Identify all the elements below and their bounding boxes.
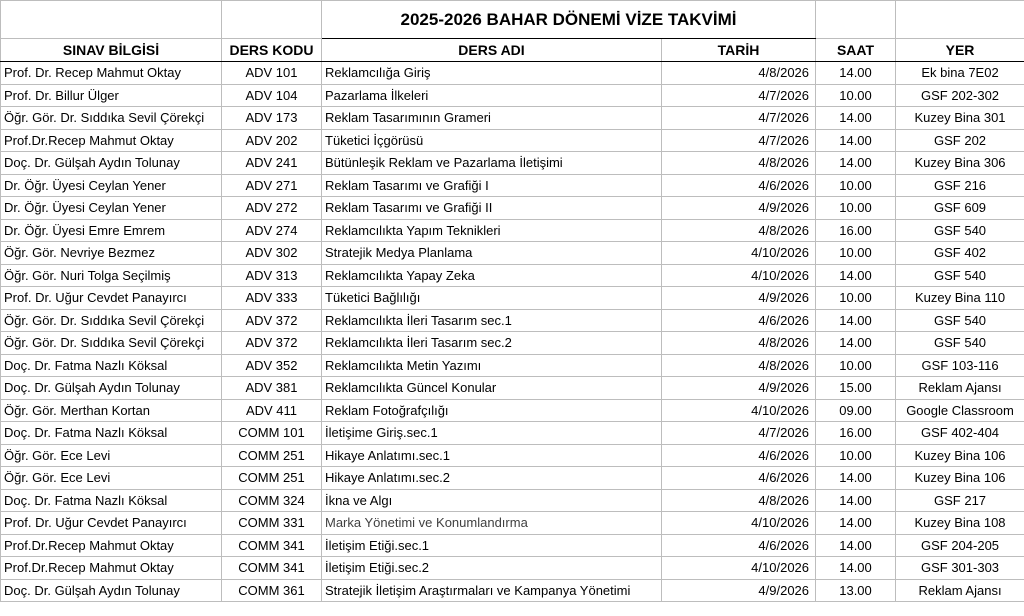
cell-location[interactable]: Kuzey Bina 301 — [896, 107, 1024, 130]
cell-location[interactable]: Kuzey Bina 110 — [896, 287, 1024, 310]
cell-course-name[interactable]: Reklam Tasarımı ve Grafiği II — [322, 197, 662, 220]
cell-date[interactable]: 4/8/2026 — [662, 354, 816, 377]
cell-date[interactable]: 4/9/2026 — [662, 377, 816, 400]
cell-time[interactable]: 14.00 — [816, 332, 896, 355]
cell-time[interactable]: 09.00 — [816, 399, 896, 422]
cell-time[interactable]: 15.00 — [816, 377, 896, 400]
cell-location[interactable]: GSF 402 — [896, 242, 1024, 265]
cell-time[interactable]: 16.00 — [816, 219, 896, 242]
cell-code[interactable]: ADV 104 — [222, 84, 322, 107]
cell-code[interactable]: ADV 271 — [222, 174, 322, 197]
cell-instructor[interactable]: Dr. Öğr. Üyesi Emre Emrem — [1, 219, 222, 242]
header-instructor[interactable]: SINAV BİLGİSİ — [1, 39, 222, 62]
table-row — [1, 62, 1024, 85]
table-row — [1, 399, 1024, 422]
header-code[interactable]: DERS KODU — [222, 39, 322, 62]
cell-instructor[interactable]: Öğr. Gör. Nevriye Bezmez — [1, 242, 222, 265]
cell-time[interactable]: 16.00 — [816, 422, 896, 445]
cell-instructor[interactable]: Öğr. Gör. Dr. Sıddıka Sevil Çörekçi — [1, 107, 222, 130]
cell-instructor[interactable]: Doç. Dr. Gülşah Aydın Tolunay — [1, 377, 222, 400]
table-row — [1, 129, 1024, 152]
cell-code[interactable]: COMM 251 — [222, 444, 322, 467]
table-row — [1, 534, 1024, 557]
cell-course-name[interactable]: Hikaye Anlatımı.sec.2 — [322, 467, 662, 490]
cell-location[interactable]: GSF 609 — [896, 197, 1024, 220]
cell-date[interactable]: 4/8/2026 — [662, 489, 816, 512]
cell-date[interactable]: 4/7/2026 — [662, 129, 816, 152]
page-title: 2025-2026 BAHAR DÖNEMİ VİZE TAKVİMİ — [322, 1, 816, 39]
cell-instructor[interactable]: Öğr. Gör. Dr. Sıddıka Sevil Çörekçi — [1, 309, 222, 332]
cell-location[interactable]: GSF 301-303 — [896, 557, 1024, 580]
cell-location[interactable]: GSF 202-302 — [896, 84, 1024, 107]
cell-instructor[interactable]: Öğr. Gör. Dr. Sıddıka Sevil Çörekçi — [1, 332, 222, 355]
cell-time[interactable]: 10.00 — [816, 84, 896, 107]
cell-time[interactable]: 14.00 — [816, 62, 896, 85]
cell-instructor[interactable]: Öğr. Gör. Merthan Kortan — [1, 399, 222, 422]
cell-course-name[interactable]: Reklamcılıkta Yapay Zeka — [322, 264, 662, 287]
cell-time[interactable]: 14.00 — [816, 107, 896, 130]
header-row — [1, 39, 1024, 62]
cell-location[interactable]: Kuzey Bina 106 — [896, 444, 1024, 467]
table-row — [1, 422, 1024, 445]
cell-instructor[interactable]: Doç. Dr. Fatma Nazlı Köksal — [1, 489, 222, 512]
cell-code[interactable]: ADV 313 — [222, 264, 322, 287]
cell-location[interactable]: GSF 540 — [896, 309, 1024, 332]
cell-instructor[interactable]: Prof. Dr. Billur Ülger — [1, 84, 222, 107]
cell-instructor[interactable]: Prof. Dr. Uğur Cevdet Panayırcı — [1, 287, 222, 310]
table-row — [1, 309, 1024, 332]
cell-date[interactable]: 4/8/2026 — [662, 332, 816, 355]
cell-course-name[interactable]: Hikaye Anlatımı.sec.1 — [322, 444, 662, 467]
header-time[interactable]: SAAT — [816, 39, 896, 62]
cell-course-name[interactable]: Stratejik Medya Planlama — [322, 242, 662, 265]
cell-location[interactable]: GSF 204-205 — [896, 534, 1024, 557]
cell-course-name[interactable]: İletişim Etiği.sec.2 — [322, 557, 662, 580]
table-row — [1, 354, 1024, 377]
cell-code[interactable]: ADV 302 — [222, 242, 322, 265]
cell-course-name[interactable]: Pazarlama İlkeleri — [322, 84, 662, 107]
cell-course-name[interactable]: Reklamcılığa Giriş — [322, 62, 662, 85]
cell-course-name[interactable]: Marka Yönetimi ve Konumlandırma — [322, 512, 662, 535]
cell-code[interactable]: ADV 372 — [222, 309, 322, 332]
cell-instructor[interactable]: Öğr. Gör. Ece Levi — [1, 444, 222, 467]
cell-course-name[interactable]: Tüketici Bağlılığı — [322, 287, 662, 310]
cell-instructor[interactable]: Öğr. Gör. Nuri Tolga Seçilmiş — [1, 264, 222, 287]
cell-instructor[interactable]: Dr. Öğr. Üyesi Ceylan Yener — [1, 197, 222, 220]
cell-time[interactable]: 14.00 — [816, 309, 896, 332]
cell-code[interactable]: ADV 241 — [222, 152, 322, 175]
cell-code[interactable]: ADV 272 — [222, 197, 322, 220]
cell-instructor[interactable]: Doç. Dr. Gülşah Aydın Tolunay — [1, 152, 222, 175]
cell-date[interactable]: 4/6/2026 — [662, 174, 816, 197]
cell-code[interactable]: ADV 381 — [222, 377, 322, 400]
cell-time[interactable]: 14.00 — [816, 264, 896, 287]
cell-date[interactable]: 4/6/2026 — [662, 309, 816, 332]
cell-date[interactable]: 4/10/2026 — [662, 557, 816, 580]
cell-code[interactable]: ADV 333 — [222, 287, 322, 310]
cell-instructor[interactable]: Öğr. Gör. Ece Levi — [1, 467, 222, 490]
table-row — [1, 332, 1024, 355]
cell-instructor[interactable]: Doç. Dr. Gülşah Aydın Tolunay — [1, 579, 222, 602]
cell-date[interactable]: 4/9/2026 — [662, 287, 816, 310]
cell-time[interactable]: 14.00 — [816, 489, 896, 512]
cell-location[interactable]: Ek bina 7E02 — [896, 62, 1024, 85]
cell-code[interactable]: ADV 274 — [222, 219, 322, 242]
table-row — [1, 557, 1024, 580]
cell-time[interactable]: 14.00 — [816, 557, 896, 580]
cell-code[interactable]: COMM 341 — [222, 534, 322, 557]
title-spacer-cell[interactable] — [1, 1, 222, 39]
table-row — [1, 107, 1024, 130]
cell-location[interactable]: Google Classroom — [896, 399, 1024, 422]
cell-date[interactable]: 4/6/2026 — [662, 534, 816, 557]
title-spacer-cell[interactable] — [816, 1, 896, 39]
cell-course-name[interactable]: İletişime Giriş.sec.1 — [322, 422, 662, 445]
cell-code[interactable]: ADV 411 — [222, 399, 322, 422]
cell-instructor[interactable]: Doç. Dr. Fatma Nazlı Köksal — [1, 354, 222, 377]
cell-time[interactable]: 14.00 — [816, 467, 896, 490]
cell-time[interactable]: 10.00 — [816, 242, 896, 265]
cell-instructor[interactable]: Doç. Dr. Fatma Nazlı Köksal — [1, 422, 222, 445]
table-row — [1, 174, 1024, 197]
table-row — [1, 152, 1024, 175]
cell-time[interactable]: 10.00 — [816, 354, 896, 377]
cell-course-name[interactable]: Reklamcılıkta Güncel Konular — [322, 377, 662, 400]
cell-code[interactable]: COMM 331 — [222, 512, 322, 535]
cell-time[interactable]: 10.00 — [816, 174, 896, 197]
cell-time[interactable]: 14.00 — [816, 129, 896, 152]
cell-course-name[interactable]: Reklamcılıkta İleri Tasarım sec.1 — [322, 309, 662, 332]
cell-date[interactable]: 4/9/2026 — [662, 197, 816, 220]
cell-time[interactable]: 14.00 — [816, 152, 896, 175]
header-date[interactable]: TARİH — [662, 39, 816, 62]
cell-location[interactable]: Kuzey Bina 306 — [896, 152, 1024, 175]
table-row — [1, 377, 1024, 400]
table-row — [1, 197, 1024, 220]
cell-date[interactable]: 4/10/2026 — [662, 399, 816, 422]
cell-date[interactable]: 4/9/2026 — [662, 579, 816, 602]
cell-course-name[interactable]: Tüketici İçgörüsü — [322, 129, 662, 152]
table-row — [1, 84, 1024, 107]
cell-date[interactable]: 4/10/2026 — [662, 264, 816, 287]
cell-code[interactable]: COMM 324 — [222, 489, 322, 512]
cell-instructor[interactable]: Prof. Dr. Recep Mahmut Oktay — [1, 62, 222, 85]
title-spacer-cell[interactable] — [896, 1, 1024, 39]
cell-instructor[interactable]: Prof.Dr.Recep Mahmut Oktay — [1, 534, 222, 557]
cell-date[interactable]: 4/7/2026 — [662, 84, 816, 107]
table-row — [1, 219, 1024, 242]
title-spacer-cell[interactable] — [222, 1, 322, 39]
cell-location[interactable]: GSF 103-116 — [896, 354, 1024, 377]
cell-location[interactable]: GSF 402-404 — [896, 422, 1024, 445]
table-row — [1, 287, 1024, 310]
cell-date[interactable]: 4/10/2026 — [662, 512, 816, 535]
cell-date[interactable]: 4/6/2026 — [662, 444, 816, 467]
cell-date[interactable]: 4/7/2026 — [662, 107, 816, 130]
cell-date[interactable]: 4/8/2026 — [662, 152, 816, 175]
cell-location[interactable]: GSF 216 — [896, 174, 1024, 197]
cell-location[interactable]: GSF 540 — [896, 219, 1024, 242]
cell-course-name[interactable]: Reklamcılıkta Metin Yazımı — [322, 354, 662, 377]
cell-location[interactable]: Kuzey Bina 106 — [896, 467, 1024, 490]
header-name[interactable]: DERS ADI — [322, 39, 662, 62]
cell-location[interactable]: Reklam Ajansı — [896, 377, 1024, 400]
table-row — [1, 264, 1024, 287]
cell-course-name[interactable]: Bütünleşik Reklam ve Pazarlama İletişimi — [322, 152, 662, 175]
table-row — [1, 512, 1024, 535]
cell-instructor[interactable]: Prof. Dr. Uğur Cevdet Panayırcı — [1, 512, 222, 535]
cell-code[interactable]: ADV 173 — [222, 107, 322, 130]
cell-date[interactable]: 4/7/2026 — [662, 422, 816, 445]
cell-course-name[interactable]: Reklam Tasarımı ve Grafiği I — [322, 174, 662, 197]
cell-course-name[interactable]: Reklam Fotoğrafçılığı — [322, 399, 662, 422]
cell-time[interactable]: 10.00 — [816, 444, 896, 467]
table-row — [1, 467, 1024, 490]
cell-course-name[interactable]: İletişim Etiği.sec.1 — [322, 534, 662, 557]
cell-location[interactable]: Kuzey Bina 108 — [896, 512, 1024, 535]
cell-code[interactable]: COMM 341 — [222, 557, 322, 580]
cell-time[interactable]: 10.00 — [816, 197, 896, 220]
cell-code[interactable]: COMM 101 — [222, 422, 322, 445]
cell-date[interactable]: 4/8/2026 — [662, 62, 816, 85]
cell-location[interactable]: GSF 202 — [896, 129, 1024, 152]
table-row — [1, 579, 1024, 602]
header-location[interactable]: YER — [896, 39, 1024, 62]
cell-code[interactable]: COMM 361 — [222, 579, 322, 602]
cell-course-name[interactable]: Reklam Tasarımının Grameri — [322, 107, 662, 130]
cell-date[interactable]: 4/8/2026 — [662, 219, 816, 242]
cell-code[interactable]: ADV 101 — [222, 62, 322, 85]
cell-course-name[interactable]: İkna ve Algı — [322, 489, 662, 512]
title-row — [1, 1, 1024, 39]
cell-instructor[interactable]: Prof.Dr.Recep Mahmut Oktay — [1, 129, 222, 152]
table-row — [1, 489, 1024, 512]
cell-time[interactable]: 14.00 — [816, 512, 896, 535]
cell-location[interactable]: Reklam Ajansı — [896, 579, 1024, 602]
cell-location[interactable]: GSF 540 — [896, 332, 1024, 355]
cell-code[interactable]: ADV 352 — [222, 354, 322, 377]
cell-instructor[interactable]: Dr. Öğr. Üyesi Ceylan Yener — [1, 174, 222, 197]
cell-location[interactable]: GSF 217 — [896, 489, 1024, 512]
cell-code[interactable]: ADV 202 — [222, 129, 322, 152]
table-row — [1, 444, 1024, 467]
cell-course-name[interactable]: Reklamcılıkta Yapım Teknikleri — [322, 219, 662, 242]
cell-course-name[interactable]: Stratejik İletişim Araştırmaları ve Kampanya Yönetimi — [322, 579, 662, 602]
cell-instructor[interactable]: Prof.Dr.Recep Mahmut Oktay — [1, 557, 222, 580]
cell-location[interactable]: GSF 540 — [896, 264, 1024, 287]
cell-time[interactable]: 10.00 — [816, 287, 896, 310]
cell-code[interactable]: ADV 372 — [222, 332, 322, 355]
cell-code[interactable]: COMM 251 — [222, 467, 322, 490]
cell-time[interactable]: 14.00 — [816, 534, 896, 557]
cell-date[interactable]: 4/10/2026 — [662, 242, 816, 265]
cell-time[interactable]: 13.00 — [816, 579, 896, 602]
table-row — [1, 242, 1024, 265]
cell-date[interactable]: 4/6/2026 — [662, 467, 816, 490]
cell-course-name[interactable]: Reklamcılıkta İleri Tasarım sec.2 — [322, 332, 662, 355]
